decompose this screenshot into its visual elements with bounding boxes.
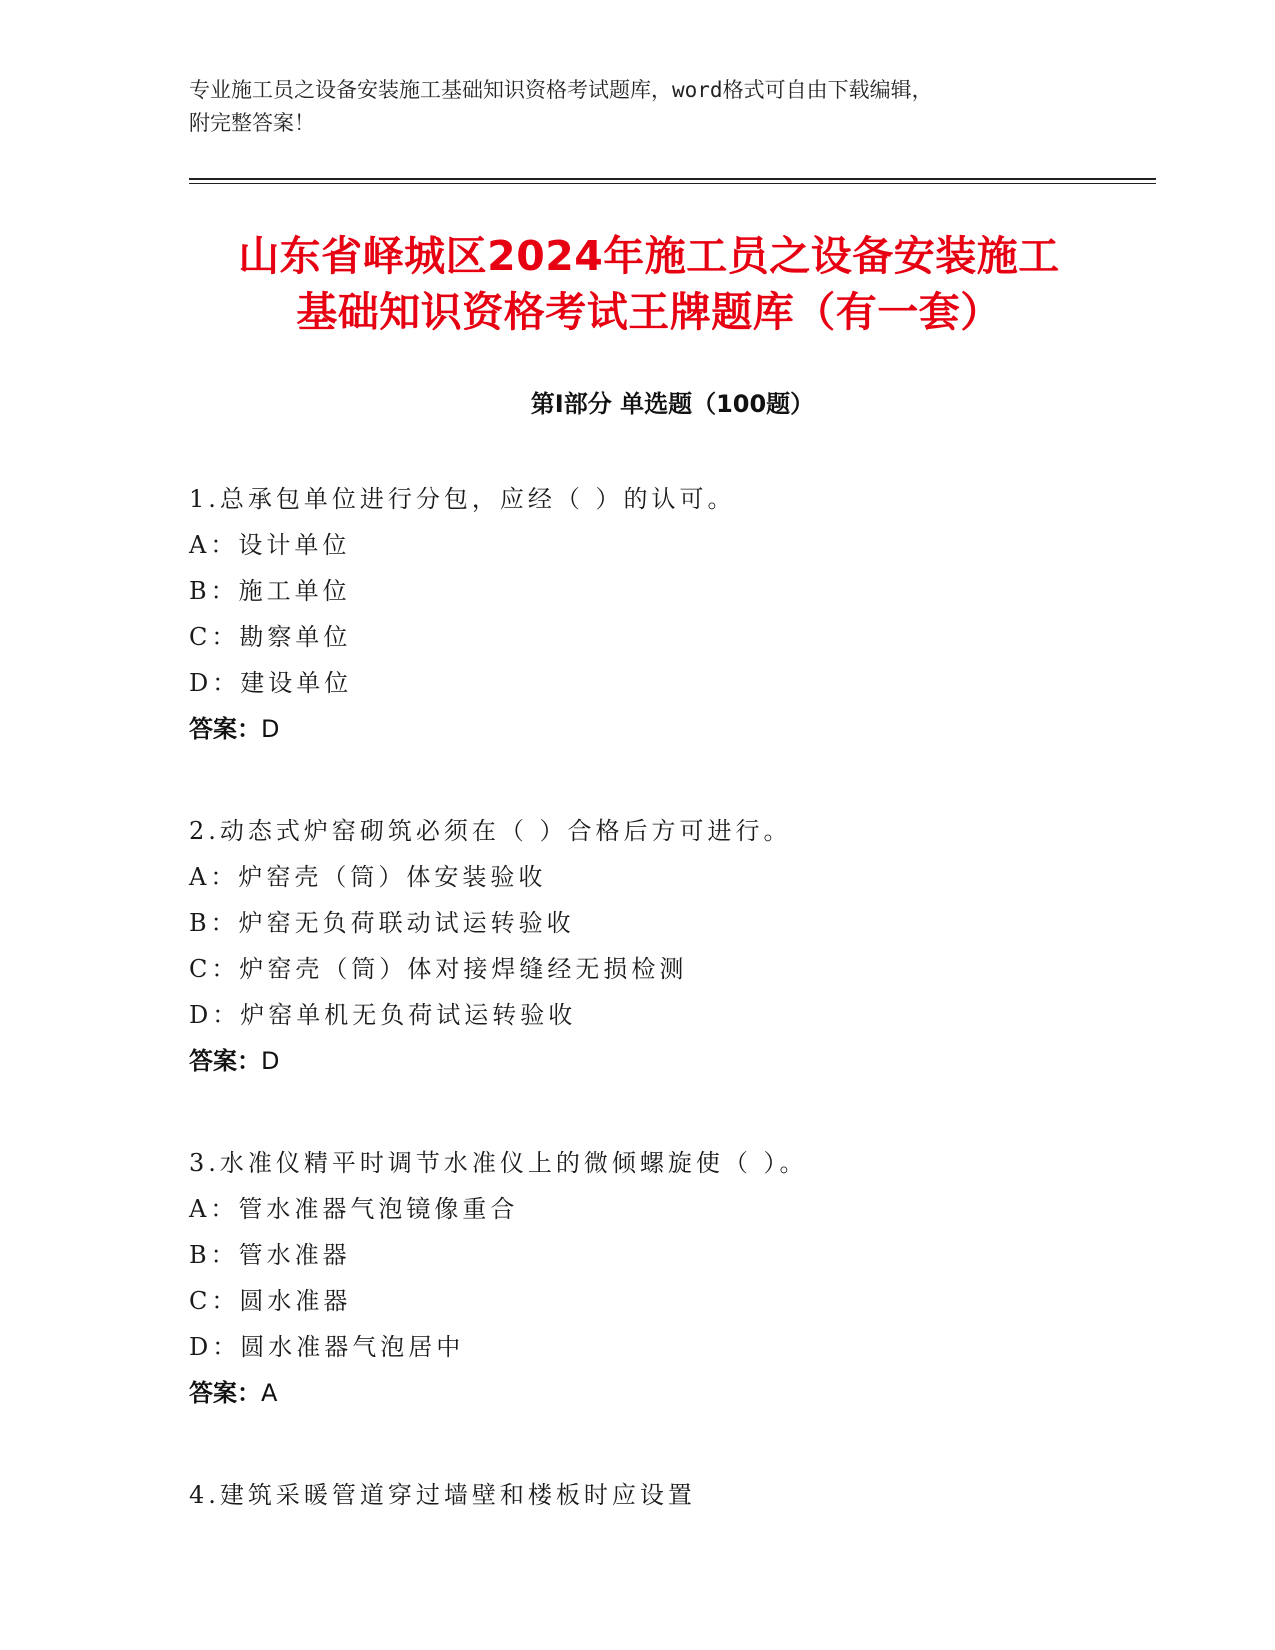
option-c: C：圆水准器 [189, 1287, 352, 1315]
answer-value: D [261, 715, 280, 743]
option-c: C：炉窑壳（筒）体对接焊缝经无损检测 [189, 955, 688, 983]
question-text: 1.总承包单位进行分包，应经（ ）的认可。 [189, 485, 736, 513]
option-b: B：管水准器 [189, 1241, 351, 1269]
header-note-line-2: 附完整答案！ [189, 111, 315, 135]
option-c: C：勘察单位 [189, 623, 352, 651]
answer [189, 1370, 1149, 1416]
document-title-line-1: 山东省峄城区2024年施工员之设备安装施工 [238, 232, 1060, 280]
header-divider-thick [189, 178, 1156, 180]
question-2 [189, 808, 1149, 1084]
option-b: B：施工单位 [189, 577, 351, 605]
question-list [189, 476, 1149, 1574]
answer-label: 答案： [189, 1379, 261, 1407]
answer-value: D [261, 1047, 280, 1075]
option-d: D：建设单位 [189, 669, 353, 697]
question-text: 3.水准仪精平时调节水准仪上的微倾螺旋使（ ）。 [189, 1149, 808, 1177]
answer-value: A [261, 1379, 278, 1407]
answer [189, 706, 1149, 752]
header-note [189, 74, 1069, 140]
question-text: 2.动态式炉窑砌筑必须在（ ）合格后方可进行。 [189, 817, 792, 845]
option-a: A：炉窑壳（筒）体安装验收 [189, 863, 547, 891]
header-divider-thin [189, 183, 1156, 184]
option-b: B：炉窑无负荷联动试运转验收 [189, 909, 575, 937]
question-3 [189, 1140, 1149, 1416]
document-title-line-2: 基础知识资格考试王牌题库（有一套） [296, 288, 1002, 336]
option-a: A：管水准器气泡镜像重合 [189, 1195, 519, 1223]
question-text: 4.建筑采暖管道穿过墙壁和楼板时应设置 [189, 1481, 696, 1509]
document-title [189, 228, 1109, 340]
option-d: D：炉窑单机无负荷试运转验收 [189, 1001, 577, 1029]
answer-label: 答案： [189, 715, 261, 743]
option-d: D：圆水准器气泡居中 [189, 1333, 465, 1361]
section-title: 第Ⅰ部分 单选题（100题） [530, 390, 815, 418]
answer-label: 答案： [189, 1047, 261, 1075]
header-note-line-1: 专业施工员之设备安装施工基础知识资格考试题库，word格式可自由下载编辑， [189, 78, 933, 102]
option-a: A：设计单位 [189, 531, 351, 559]
question-1 [189, 476, 1149, 752]
question-4 [189, 1472, 1149, 1518]
answer [189, 1038, 1149, 1084]
